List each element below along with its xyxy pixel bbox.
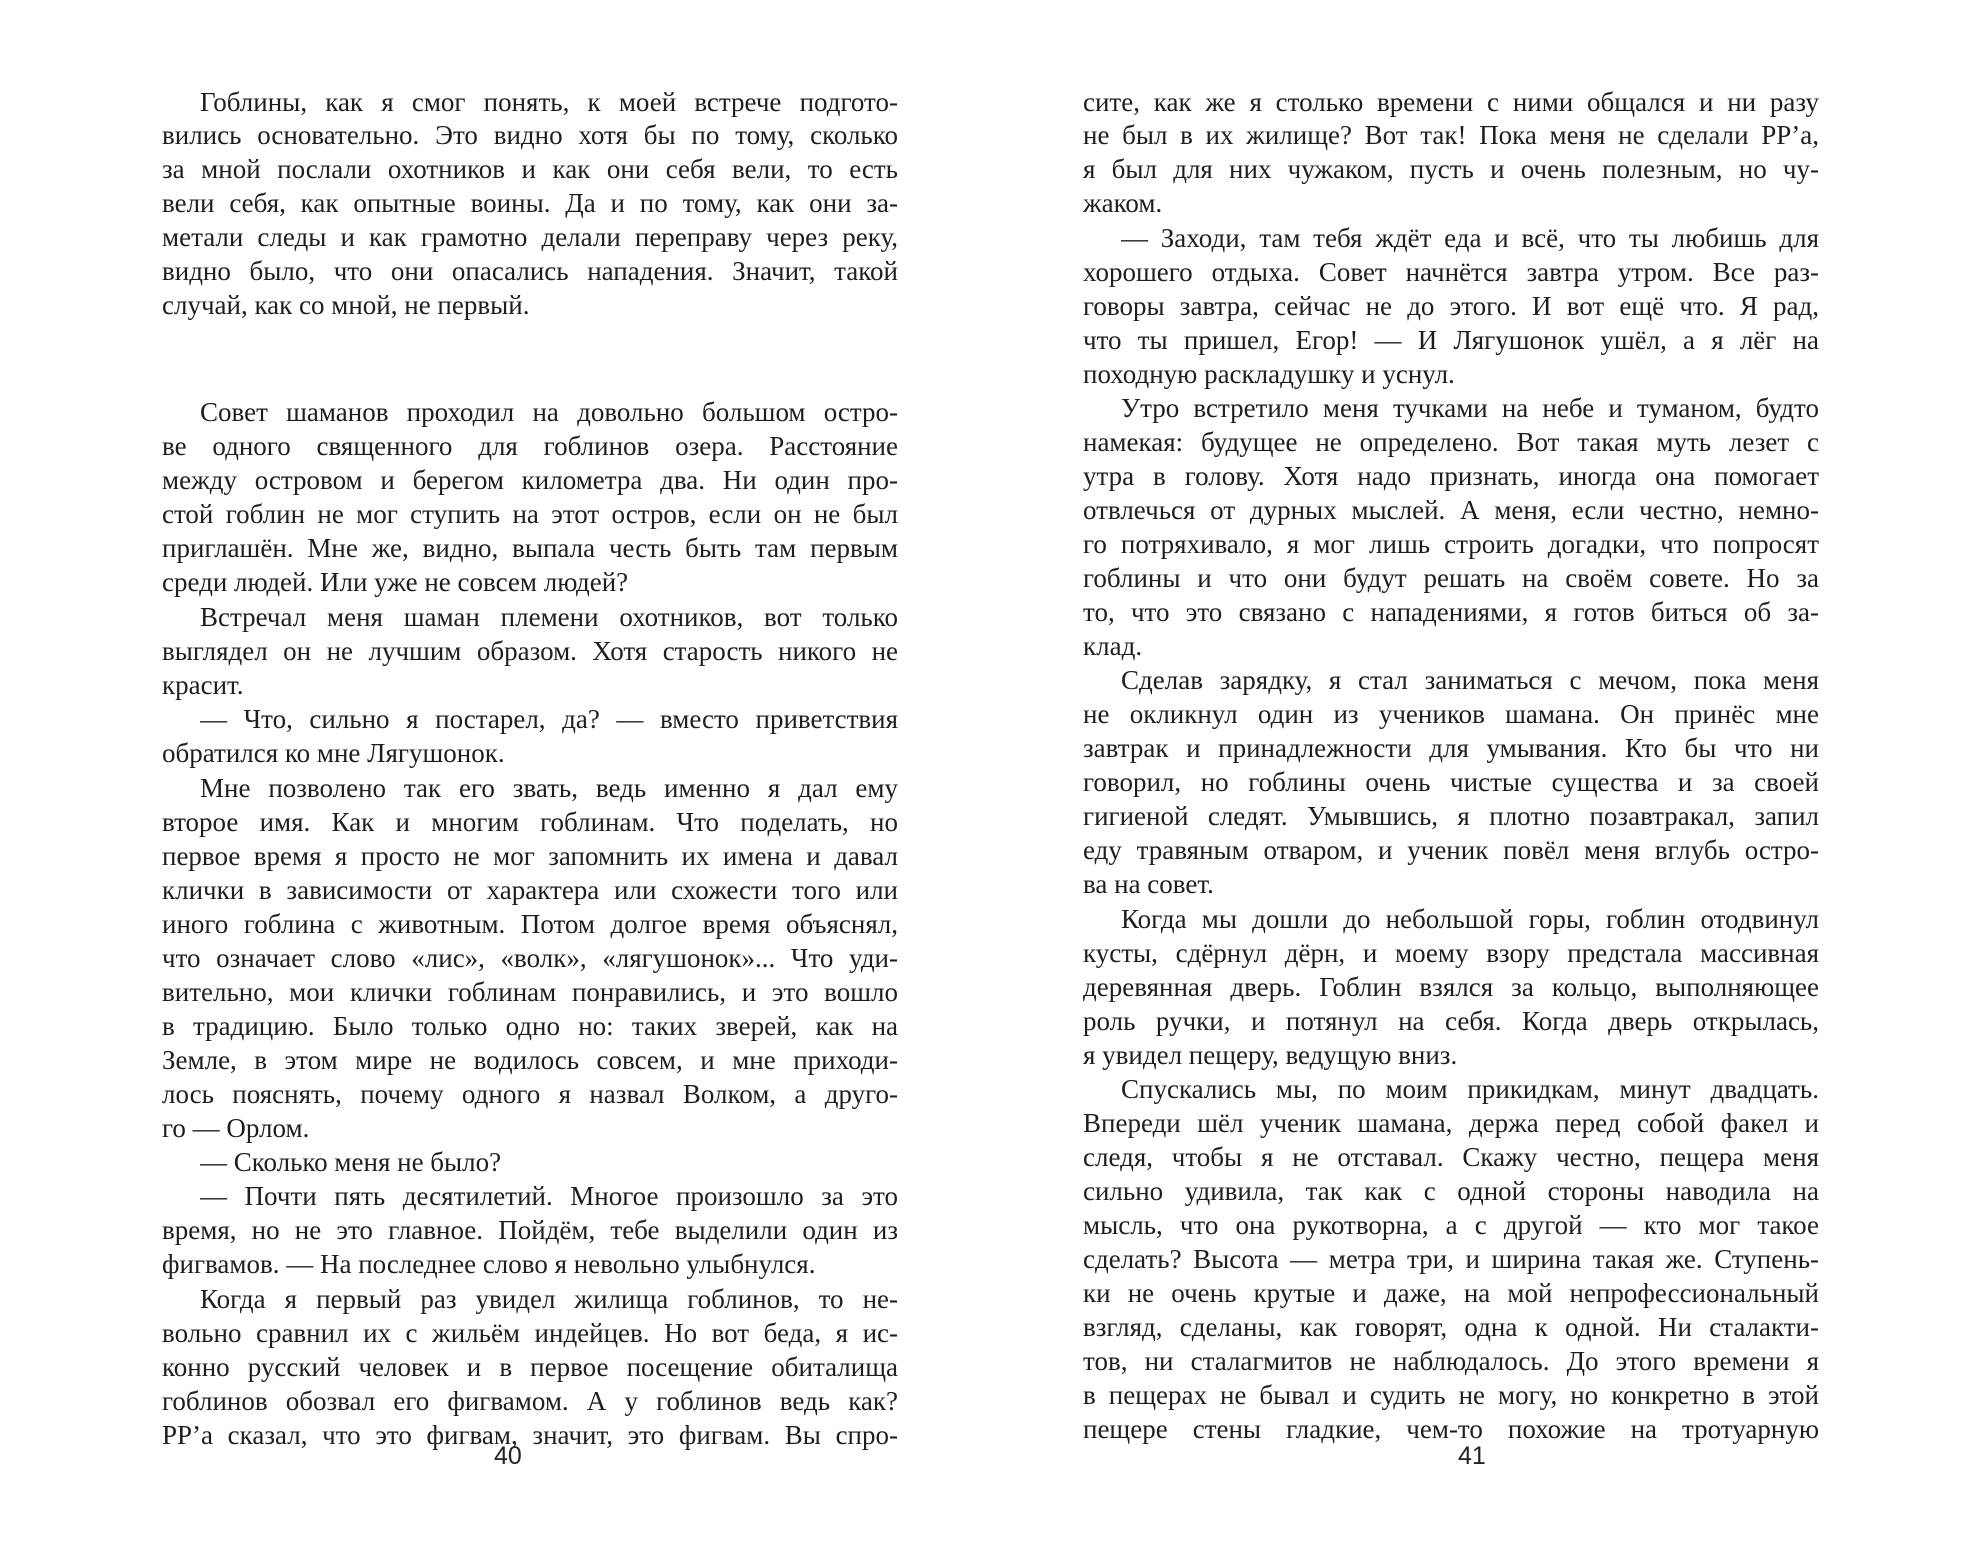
text-line: походную раскладушку и уснул.: [1083, 359, 1455, 389]
text-line: РР’а сказал, что это фигвам, значит, это фигвам. Вы спро-: [162, 1420, 898, 1450]
text-line: Когда мы дошли до небольшой горы, гоблин отодвинул: [1121, 904, 1819, 934]
text-line: Когда я первый раз увидел жилища гоблинов, то не-: [200, 1284, 898, 1314]
text-line: что означает слово «лис», «волк», «лягушонок»... Что уди-: [162, 943, 898, 973]
text-line: отвлечься от дурных мыслей. А меня, если честно, немно-: [1083, 495, 1819, 525]
text-line: гоблины и что они будут решать на своём совете. Но за: [1083, 563, 1819, 593]
text-line: хорошего отдыха. Совет начнётся завтра утром. Все раз-: [1083, 257, 1819, 287]
text-line: что ты пришел, Егор! — И Лягушонок ушёл, а я лёг на: [1083, 325, 1819, 355]
text-line: вольно сравнил их с жильём индейцев. Но вот беда, я ис-: [162, 1318, 898, 1348]
text-line: пещере стены гладкие, чем-то похожие на тротуарную: [1083, 1414, 1819, 1444]
text-line: не окликнул один из учеников шамана. Он принёс мне: [1083, 699, 1819, 729]
text-line: первое время я просто не мог запомнить их имена и давал: [162, 841, 898, 871]
text-line: в традицию. Было только одно но: таких зверей, как на: [162, 1011, 898, 1041]
text-line: вительно, мои клички гоблинам понравились, и это вошло: [162, 977, 898, 1007]
text-line: конно русский человек и в первое посещение обиталища: [162, 1352, 898, 1382]
text-line: сильно удивила, так как с одной стороны наводила на: [1083, 1176, 1819, 1206]
text-line: вели себя, как опытные воины. Да и по тому, как они за-: [162, 188, 898, 218]
text-line: Спускались мы, по моим прикидкам, минут двадцать.: [1121, 1074, 1819, 1104]
text-line: ва на совет.: [1083, 869, 1214, 899]
text-line: гоблинов обозвал его фигвамом. А у гоблинов ведь как?: [162, 1386, 898, 1416]
text-line: иного гоблина с животным. Потом долгое время объяснял,: [162, 909, 898, 939]
text-line: то, что это связано с нападениями, я готов биться об за-: [1083, 597, 1819, 627]
text-line: стой гоблин не мог ступить на этот остров, если он не был: [162, 499, 898, 529]
text-line: я был для них чужаком, пусть и очень полезным, но чу-: [1083, 154, 1819, 184]
text-line: — Сколько меня не было?: [200, 1147, 502, 1177]
text-line: ве одного священного для гоблинов озера. Расстояние: [162, 431, 898, 461]
text-line: время, но не это главное. Пойдём, тебе выделили один из: [162, 1215, 898, 1245]
text-line: лось пояснять, почему одного я назвал Волком, а друго-: [162, 1079, 898, 1109]
text-line: намекая: будущее не определено. Вот такая муть лезет с: [1083, 427, 1819, 457]
text-line: видно было, что они опасались нападения. Значит, такой: [162, 256, 898, 286]
text-line: Мне позволено так его звать, ведь именно я дал ему: [200, 773, 898, 803]
text-line: ки не очень крутые и даже, на мой непрофессиональный: [1083, 1278, 1819, 1308]
text-line: я увидел пещеру, ведущую вниз.: [1083, 1040, 1458, 1070]
text-line: мысль, что она рукотворна, а с другой — кто мог такое: [1083, 1210, 1819, 1240]
text-line: Земле, в этом мире не водилось совсем, и мне приходи-: [162, 1045, 898, 1075]
text-line: вились основательно. Это видно хотя бы по тому, сколько: [162, 120, 898, 150]
text-line: обратился ко мне Лягушонок.: [162, 738, 505, 768]
text-line: в пещерах не бывал и судить не могу, но конкретно в этой: [1083, 1380, 1819, 1410]
text-line: говорил, но гоблины очень чистые существа и за своей: [1083, 767, 1819, 797]
text-line: — Почти пять десятилетий. Многое произошло за это: [200, 1181, 898, 1211]
text-line: Встречал меня шаман племени охотников, вот только: [200, 602, 898, 632]
text-line: го — Орлом.: [162, 1113, 310, 1143]
text-line: клички в зависимости от характера или схожести того или: [162, 875, 898, 905]
text-line: случай, как со мной, не первый.: [162, 290, 530, 320]
text-line: между островом и берегом километра два. Ни один про-: [162, 465, 898, 495]
text-line: сите, как же я столько времени с ними общался и ни разу: [1083, 87, 1819, 117]
text-line: го потряхивало, я мог лишь строить догадки, что попросят: [1083, 529, 1819, 559]
page-number-right: 41: [1458, 1442, 1486, 1470]
page-number-left: 40: [494, 1442, 522, 1470]
text-line: среди людей. Или уже не совсем людей?: [162, 567, 629, 597]
text-line: тов, ни сталагмитов не наблюдалось. До этого времени я: [1083, 1346, 1819, 1376]
text-line: следя, чтобы я не отставал. Скажу честно, пещера меня: [1083, 1142, 1819, 1172]
text-line: говоры завтра, сейчас не до этого. И вот ещё что. Я рад,: [1083, 291, 1819, 321]
text-line: кусты, сдёрнул дёрн, и моему взору предстала массивная: [1083, 938, 1819, 968]
text-line: деревянная дверь. Гоблин взялся за кольцо, выполняющее: [1083, 972, 1819, 1002]
text-line: красит.: [162, 670, 244, 700]
text-line: не был в их жилище? Вот так! Пока меня не сделали РР’а,: [1083, 120, 1819, 150]
text-line: клад.: [1083, 631, 1143, 661]
text-line: завтрак и принадлежности для умывания. Кто бы что ни: [1083, 733, 1819, 763]
text-line: приглашён. Мне же, видно, выпала честь быть там первым: [162, 533, 898, 563]
text-line: еду травяным отваром, и ученик повёл меня вглубь остро-: [1083, 835, 1819, 865]
text-line: метали следы и как грамотно делали переправу через реку,: [162, 222, 898, 252]
text-line: жаком.: [1083, 188, 1163, 218]
text-line: утра в голову. Хотя надо признать, иногда она помогает: [1083, 461, 1819, 491]
text-line: — Заходи, там тебя ждёт еда и всё, что ты любишь для: [1121, 223, 1819, 253]
text-line: второе имя. Как и многим гоблинам. Что поделать, но: [162, 807, 898, 837]
text-line: выглядел он не лучшим образом. Хотя старость никого не: [162, 636, 898, 666]
text-line: за мной послали охотников и как они себя вели, то есть: [162, 154, 898, 184]
text-line: Совет шаманов проходил на довольно большом остро-: [200, 397, 898, 427]
text-line: Впереди шёл ученик шамана, держа перед собой факел и: [1083, 1108, 1819, 1138]
text-line: сделать? Высота — метра три, и ширина такая же. Ступень-: [1083, 1244, 1819, 1274]
text-line: гигиеной следят. Умывшись, я плотно позавтракал, запил: [1083, 801, 1819, 831]
text-line: фигвамов. — На последнее слово я невольно улыбнулся.: [162, 1249, 816, 1279]
text-line: — Что, сильно я постарел, да? — вместо приветствия: [200, 704, 898, 734]
text-line: Сделав зарядку, я стал заниматься с мечом, пока меня: [1121, 665, 1819, 695]
text-line: роль ручки, и потянул на себя. Когда дверь открылась,: [1083, 1006, 1819, 1036]
text-line: взгляд, сделаны, как говорят, одна к одной. Ни сталакти-: [1083, 1312, 1819, 1342]
text-line: Гоблины, как я смог понять, к моей встрече подгото-: [200, 87, 898, 117]
text-line: Утро встретило меня тучками на небе и туманом, будто: [1121, 393, 1819, 423]
